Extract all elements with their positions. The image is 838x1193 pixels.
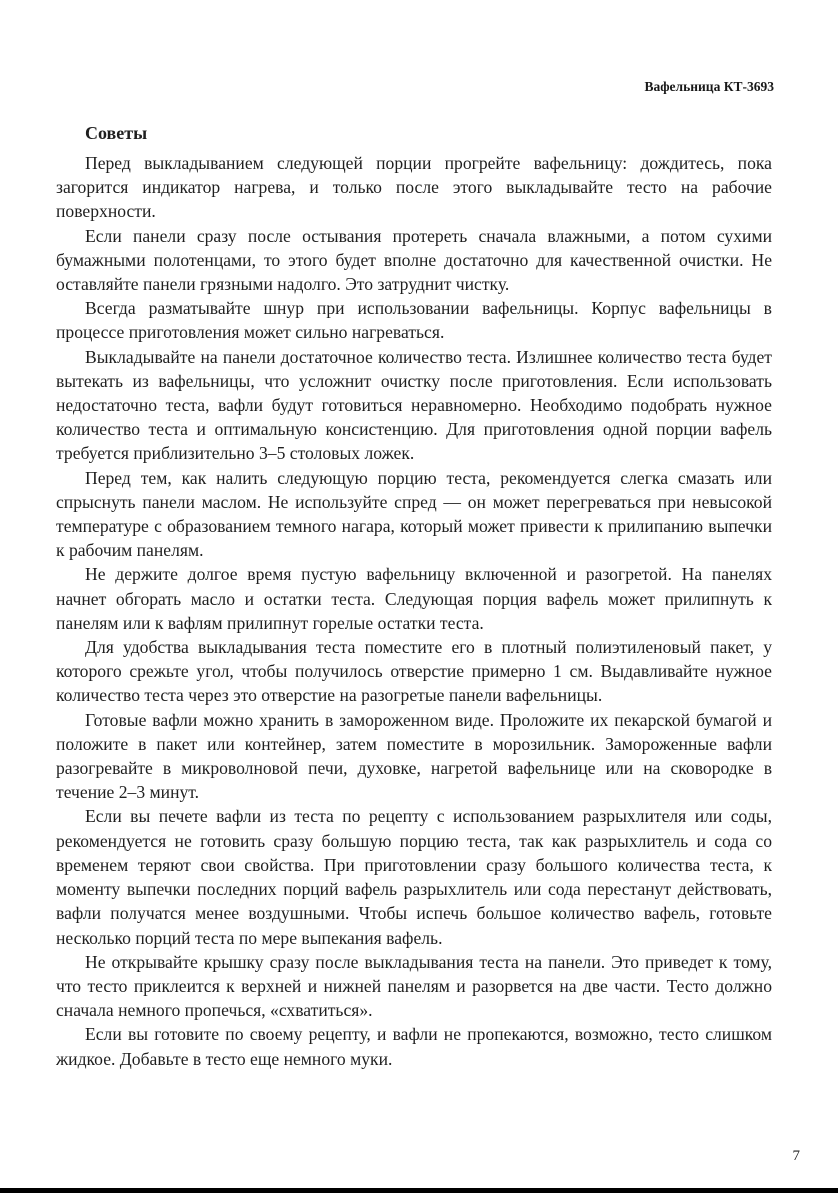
page-content	[56, 121, 772, 1071]
paragraph: Всегда разматывайте шнур при использовании вафельницы. Корпус вафельницы в процессе приготовления может сильно нагреваться.	[56, 298, 772, 343]
running-header: Вафельница КТ-3693	[644, 79, 774, 94]
paragraph: Выкладывайте на панели достаточное количество теста. Излишнее количество теста будет вытекать из вафельницы, что усложнит очистку после приготовления. Если использовать недостаточно теста, вафли будут готовиться неравномерно. Необходимо подобрать нужное количество теста и оптимальную консистенцию. Для приготовления одной порции вафель требуется приблизительно 3–5 столовых ложек.	[56, 346, 772, 464]
paragraph: Если вы печете вафли из теста по рецепту с использованием разрыхлителя или соды, рекомендуется не готовить сразу большую порцию теста, так как разрыхлитель и сода со временем теряют свои свойства. При приготовлении сразу большого количества теста, к моменту выпечки последних порций вафель разрыхлитель или сода перестанут действовать, вафли получатся менее воздушными. Чтобы испечь большое количество вафель, готовьте несколько порций теста по мере выпекания вафель.	[56, 806, 772, 948]
paragraph: Если вы готовите по своему рецепту, и вафли не пропекаются, возможно, тесто слишком жидкое. Добавьте в тесто еще немного муки.	[56, 1024, 772, 1069]
bottom-edge-line	[0, 1188, 838, 1193]
section-title: Советы	[85, 123, 148, 143]
paragraph: Для удобства выкладывания теста поместите его в плотный полиэтиленовый пакет, у которого срежьте угол, чтобы получилось отверстие примерно 1 см. Выдавливайте нужное количество теста через это отверстие на разогретые панели вафельницы.	[56, 637, 772, 706]
paragraph: Если панели сразу после остывания протереть сначала влажными, а потом сухими бумажными полотенцами, то этого будет вполне достаточно для качественной очистки. Не оставляйте панели грязными надолго. Это затруднит чистку.	[56, 225, 772, 295]
paragraph: Не открывайте крышку сразу после выкладывания теста на панели. Это приведет к тому, что тесто приклеится к верхней и нижней панелям и разорвется на две части. Тесто должно сначала немного пропечься, «схватиться».	[56, 951, 772, 1021]
paragraph: Перед тем, как налить следующую порцию теста, рекомендуется слегка смазать или спрыснуть панели маслом. Не используйте спред — он может перегреваться при невысокой температуре с образованием темного нагара, который может привести к прилипанию выпечки к рабочим панелям.	[56, 467, 772, 561]
page-number: 7	[792, 1148, 800, 1164]
paragraph: Перед выкладыванием следующей порции прогрейте вафельницу: дождитесь, пока загорится индикатор нагрева, и только после этого выкладывайте тесто на рабочие поверхности.	[56, 153, 772, 222]
paragraph: Не держите долгое время пустую вафельницу включенной и разогретой. На панелях начнет обгорать масло и остатки теста. Следующая порция вафель может прилипнуть к панелям или к вафлям прилипнут горелые остатки теста.	[56, 564, 772, 633]
paragraph: Готовые вафли можно хранить в замороженном виде. Проложите их пекарской бумагой и положите в пакет или контейнер, затем поместите в морозильник. Замороженные вафли разогревайте в микроволновой печи, духовке, нагретой вафельнице или на сковородке в течение 2–3 минут.	[56, 709, 772, 803]
